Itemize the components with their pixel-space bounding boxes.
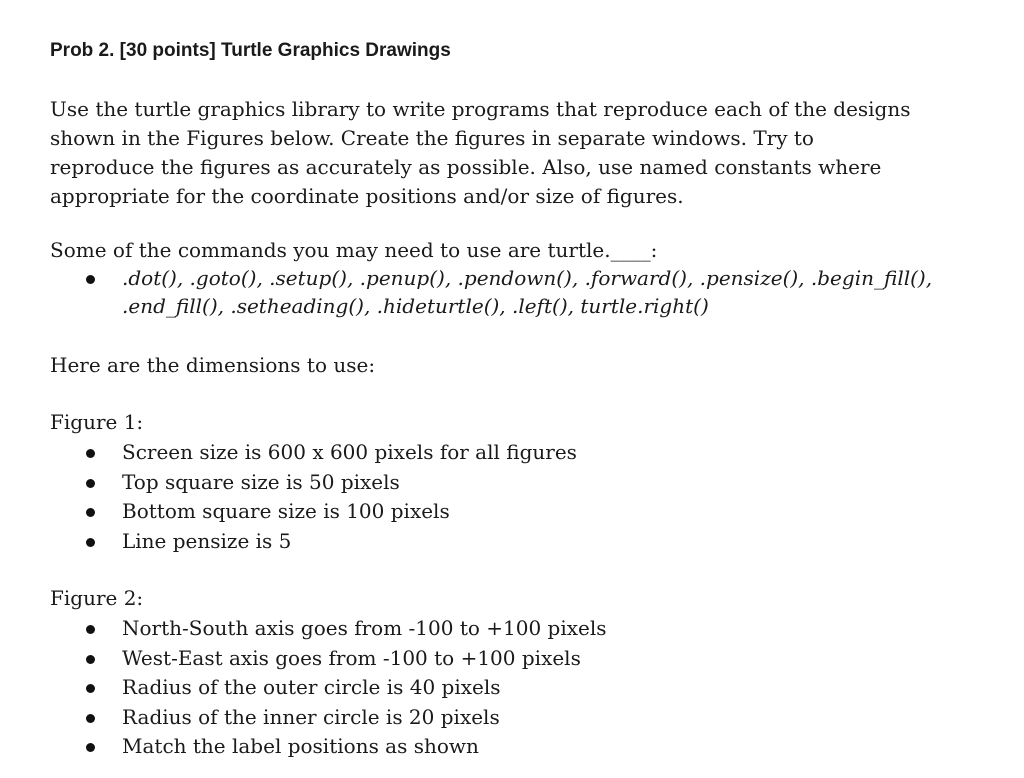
dimensions-lead: Here are the dimensions to use: bbox=[50, 353, 376, 377]
intro-line: appropriate for the coordinate positions and/or size of figures. bbox=[50, 184, 684, 208]
commands-line: .end_fill(), .setheading(), .hideturtle(), .left(), turtle.right() bbox=[122, 294, 709, 318]
commands-item bbox=[50, 264, 932, 320]
bullet-dot-icon bbox=[86, 655, 95, 664]
commands-line: .dot(), .goto(), .setup(), .penup(), .pendown(), .forward(), .pensize(), .begin_fill(), bbox=[122, 266, 933, 290]
list-item-text: West-East axis goes from -100 to +100 pixels bbox=[122, 645, 581, 670]
list-item bbox=[50, 644, 607, 674]
bullet-dot-icon bbox=[86, 538, 95, 547]
list-item-text: Bottom square size is 100 pixels bbox=[122, 499, 450, 523]
list-item-text: North-South axis goes from -100 to +100 pixels bbox=[122, 616, 607, 640]
list-item bbox=[50, 438, 577, 468]
list-item-text: Match the label positions as shown bbox=[122, 734, 479, 758]
bullet-dot-icon bbox=[86, 743, 95, 752]
list-item bbox=[50, 497, 577, 527]
commands-list bbox=[50, 264, 932, 320]
list-item bbox=[50, 614, 607, 644]
list-item bbox=[50, 527, 577, 557]
commands-lead: Some of the commands you may need to use are turtle.____: bbox=[50, 238, 658, 262]
bullet-dot-icon bbox=[86, 479, 95, 488]
figure1-label: Figure 1: bbox=[50, 410, 144, 434]
figure1-list bbox=[50, 438, 577, 556]
intro-line: reproduce the figures as accurately as possible. Also, use named constants where bbox=[50, 155, 882, 179]
list-item-text: Radius of the inner circle is 20 pixels bbox=[122, 704, 500, 729]
list-item-text: Top square size is 50 pixels bbox=[122, 469, 400, 494]
bullet-dot-icon bbox=[86, 625, 95, 634]
problem-title: Prob 2. [30 points] Turtle Graphics Drawings bbox=[50, 40, 451, 61]
intro-line: shown in the Figures below. Create the figures in separate windows. Try to bbox=[50, 126, 814, 150]
bullet-dot-icon bbox=[86, 714, 95, 723]
bullet-dot-icon bbox=[86, 449, 95, 458]
intro-line: Use the turtle graphics library to write programs that reproduce each of the designs bbox=[50, 97, 911, 121]
bullet-dot-icon bbox=[86, 275, 95, 284]
figure2-label: Figure 2: bbox=[50, 586, 144, 610]
list-item bbox=[50, 468, 577, 498]
figure2-list bbox=[50, 614, 607, 762]
bullet-dot-icon bbox=[86, 684, 95, 693]
list-item-text: Line pensize is 5 bbox=[122, 528, 292, 553]
list-item-text: Radius of the outer circle is 40 pixels bbox=[122, 675, 501, 699]
list-item-text: Screen size is 600 x 600 pixels for all figures bbox=[122, 440, 577, 464]
list-item bbox=[50, 703, 607, 733]
list-item bbox=[50, 732, 607, 762]
bullet-dot-icon bbox=[86, 508, 95, 517]
list-item bbox=[50, 673, 607, 703]
intro-paragraph bbox=[50, 95, 911, 211]
